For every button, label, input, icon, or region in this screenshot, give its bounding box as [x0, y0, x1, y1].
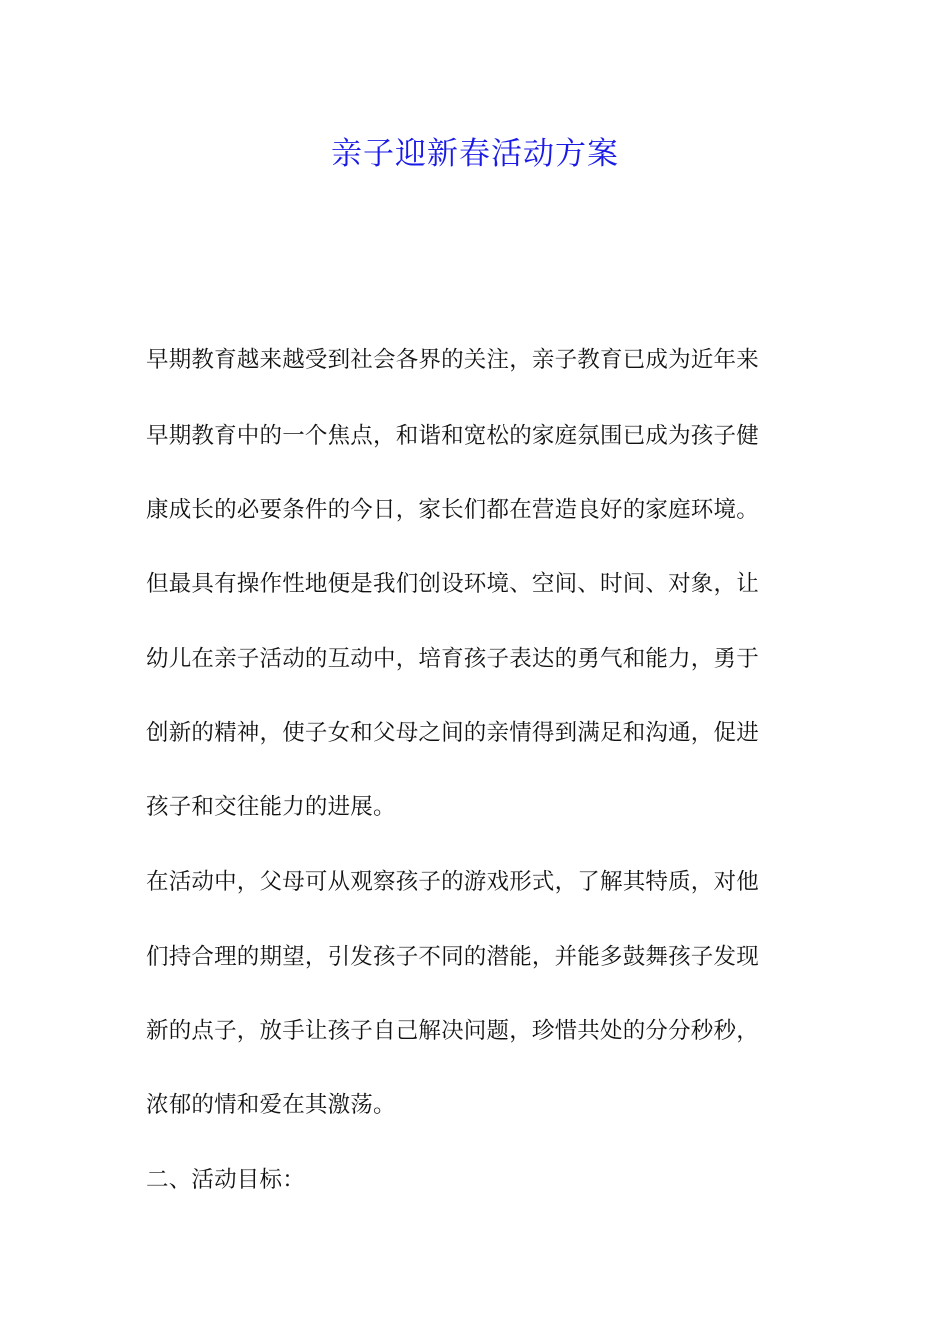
paragraph-line: 早期教育中的一个焦点，和谐和宽松的家庭氛围已成为孩子健	[146, 423, 759, 449]
paragraph-line: 新的点子，放手让孩子自己解决问题，珍惜共处的分分秒秒，	[146, 1018, 759, 1044]
paragraph-line: 康成长的必要条件的今日，家长们都在营造良好的家庭环境。	[146, 497, 759, 523]
paragraph-line: 早期教育越来越受到社会各界的关注，亲子教育已成为近年来	[146, 347, 759, 373]
paragraph-line: 但最具有操作性地便是我们创设环境、空间、时间、对象，让	[146, 571, 759, 597]
paragraph-line: 在活动中，父母可从观察孩子的游戏形式，了解其特质，对他	[146, 869, 759, 895]
paragraph-line: 创新的精神，使子女和父母之间的亲情得到满足和沟通，促进	[146, 720, 759, 746]
paragraph-line: 孩子和交往能力的进展。	[146, 794, 396, 820]
section-heading: 二、活动目标：	[146, 1167, 305, 1193]
paragraph-line: 们持合理的期望，引发孩子不同的潜能，并能多鼓舞孩子发现	[146, 944, 759, 970]
paragraph-line: 浓郁的情和爱在其激荡。	[146, 1092, 396, 1118]
document-title: 亲子迎新春活动方案	[331, 136, 619, 172]
paragraph-line: 幼儿在亲子活动的互动中，培育孩子表达的勇气和能力，勇于	[146, 646, 759, 672]
